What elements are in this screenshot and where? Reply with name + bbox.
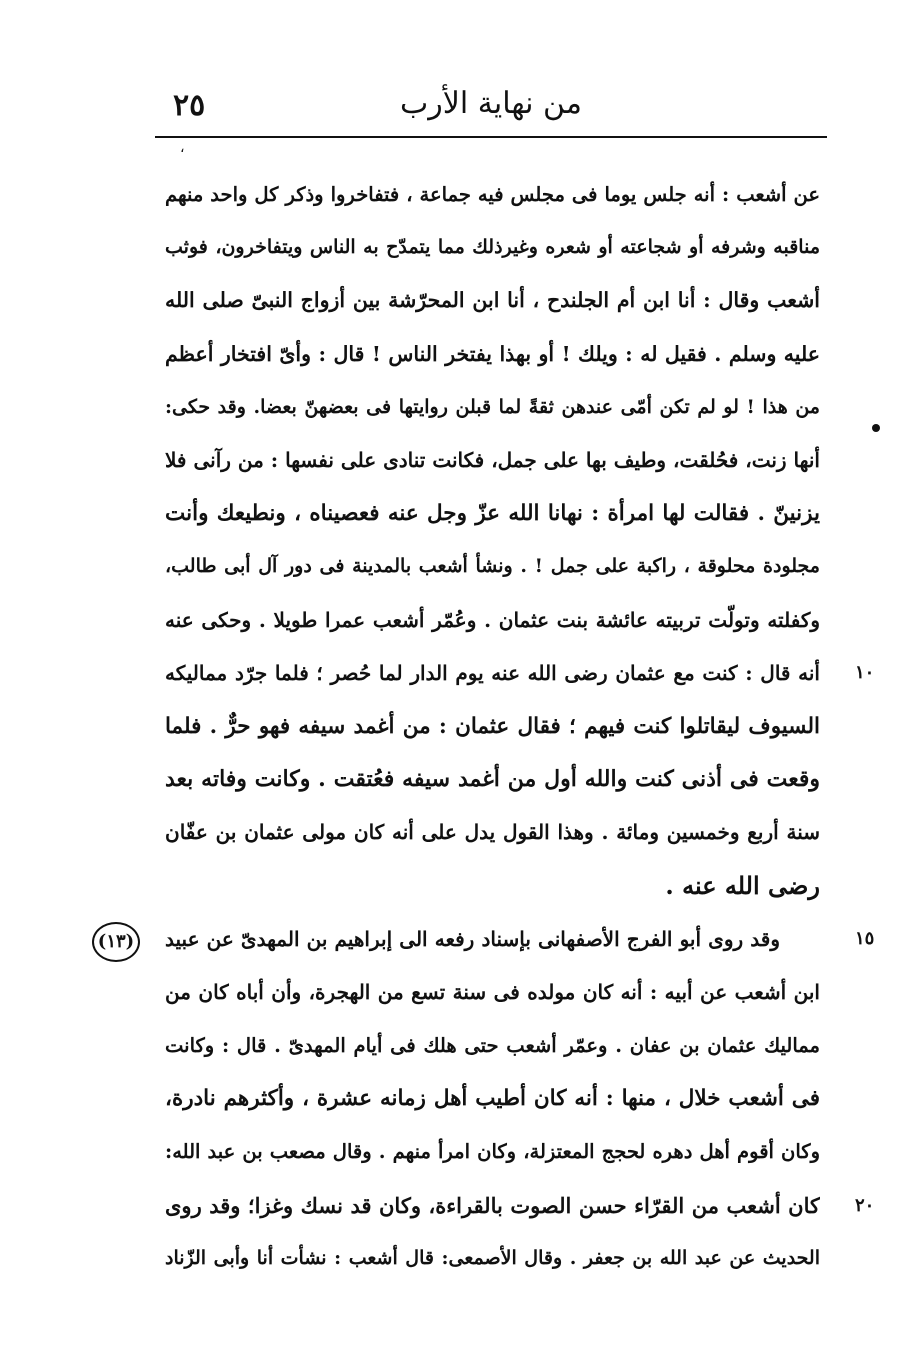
folio-reference-circle: (١٣) (92, 922, 140, 962)
text-line: عن أشعب : أنه جلس يوما فى مجلس فيه جماعة ، فتفاخروا وذكر كل واحد منهم (165, 183, 820, 206)
text-line: وكان أقوم أهل دهره لحجج المعتزلة، وكان امرأ منهم . وقال مصعب بن عبد الله: (165, 1140, 820, 1164)
text-line: يزنينّ . فقالت لها امرأة : نهانا الله عزّ وجل عنه فعصيناه ، ونطيعك وأنت (165, 501, 820, 527)
text-line: فى أشعب خلال ، منها : أنه كان أطيب أهل زمانه عشرة ، وأكثرهم نادرة، (165, 1086, 820, 1112)
text-line: أشعب وقال : أنا ابن أم الجلندح ، أنا ابن المحرّشة بين أزواج النبىّ صلى الله (165, 288, 820, 313)
text-line: وقد روى أبو الفرج الأصفهانى بإسناد رفعه الى إبراهيم بن المهدىّ عن عبيد (165, 926, 780, 951)
tick-mark: ، (180, 140, 185, 156)
running-title: من نهاية الأرب (400, 86, 582, 121)
text-line: كان أشعب من القرّاء حسن الصوت بالقراءة، وكان قد نسك وغزا؛ وقد روى (165, 1192, 820, 1218)
body-text (165, 168, 820, 1285)
page-number: ٢٥ (173, 88, 206, 123)
margin-dot-line-5 (872, 424, 880, 432)
page-header (155, 80, 827, 138)
text-line: السيوف ليقاتلوا كنت فيهم ؛ فقال عثمان : من أغمد سيفه فهو حرٌّ . فلما (165, 713, 820, 739)
text-line: الحديث عن عبد الله بن جعفر . وقال الأصمعى: قال أشعب : نشأت أنا وأبى الزّناد (165, 1246, 820, 1269)
text-line: من هذا ! لو لم تكن أمّى عندهن ثقةً لما قبلن روايتها فى بعضهنّ بعضا. وقد حكى: (165, 395, 820, 418)
margin-line-number-10: ١٠ (855, 662, 875, 683)
text-line: عليه وسلم . فقيل له : ويلك ! أو بهذا يفتخر الناس ! قال : وأىّ افتخار أعظم (165, 341, 820, 366)
text-line: مجلودة محلوقة ، راكبة على جمل ! . ونشأ أشعب بالمدينة فى دور آل أبى طالب، (165, 555, 820, 578)
margin-line-number-15: ١٥ (855, 928, 875, 949)
text-line: مناقبه وشرفه أو شجاعته أو شعره وغيرذلك مما يتمدّح به الناس ويتفاخرون، فوثب (165, 236, 820, 259)
text-line: وكفلته وتولّت تربيته عائشة بنت عثمان . وعُمّر أشعب عمرا طويلا . وحكى عنه (165, 607, 820, 632)
text-line: أنه قال : كنت مع عثمان رضى الله عنه يوم الدار لما حُصر ؛ فلما جرّد مماليكه (165, 660, 820, 685)
text-line: رضى الله عنه . (665, 871, 820, 901)
text-line: أنها زنت، فحُلقت، وطيف بها على جمل، فكانت تنادى على نفسها : من رآنى فلا (165, 447, 820, 472)
text-line: سنة أربع وخمسين ومائة . وهذا القول يدل على أنه كان مولى عثمان بن عفّان (165, 820, 820, 845)
text-line: مماليك عثمان بن عفان . وعمّر أشعب حتى هلك فى أيام المهدىّ . قال : وكانت (165, 1034, 820, 1057)
text-line: ابن أشعب عن أبيه : أنه كان مولده فى سنة تسع من الهجرة، وأن أباه كان من (165, 979, 820, 1004)
margin-line-number-20: ٢٠ (855, 1195, 875, 1216)
text-line: وقعت فى أذنى كنت والله أول من أغمد سيفه فعُتقت . وكانت وفاته بعد (165, 766, 820, 793)
